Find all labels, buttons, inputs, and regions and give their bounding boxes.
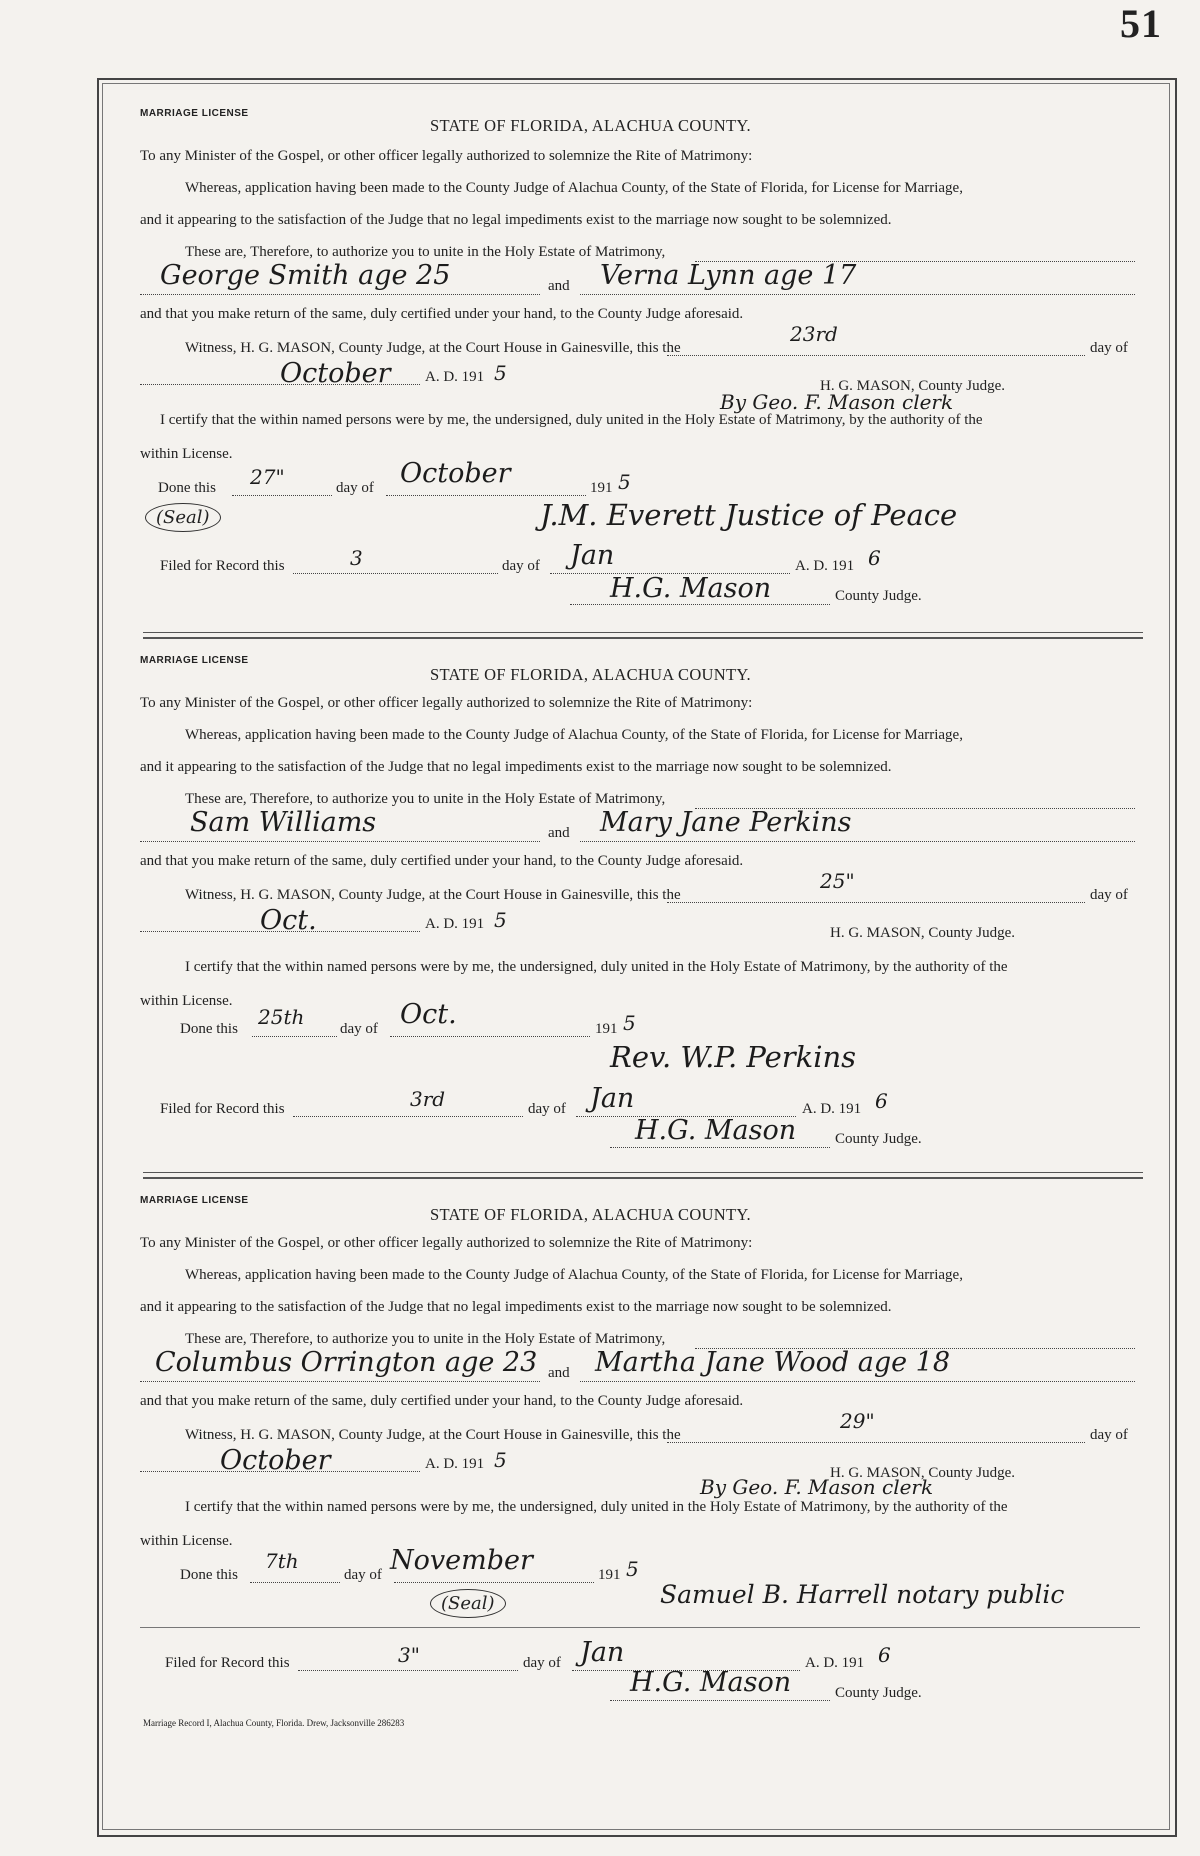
and-it-text: and it appearing to the satisfaction of the Judge that no legal impediments exist to the marriage now sought to be solemnized. (140, 1299, 892, 1315)
issue-year-digit: 5 (494, 1448, 507, 1472)
license-header: MARRIAGE LICENSE (140, 655, 249, 666)
issue-day: 25" (820, 869, 855, 893)
filed-ad-label: A. D. 191 (795, 558, 855, 574)
separator (143, 632, 1143, 633)
separator (143, 637, 1143, 639)
filed-label: Filed for Record this (165, 1655, 290, 1671)
and-label: and (548, 1365, 570, 1381)
and-it-text: and it appearing to the satisfaction of the Judge that no legal impediments exist to the marriage now sought to be solemnized. (140, 759, 892, 775)
certify-text: I certify that the within named persons were by me, the undersigned, duly united in the Holy Estate of Matrimony, by the authority of the (185, 1499, 1008, 1515)
footer-note: Marriage Record I, Alachua County, Florida. Drew, Jacksonville 286283 (143, 1718, 405, 1728)
witness-text: Witness, H. G. MASON, County Judge, at the Court House in Gainesville, this the (185, 340, 681, 356)
license-entry-3 (140, 1195, 1140, 1701)
groom-name: George Smith age 25 (160, 260, 451, 291)
certify-text: I certify that the within named persons were by me, the undersigned, duly united in the Holy Estate of Matrimony, by the authority of the (160, 412, 983, 428)
county-judge-label: County Judge. (835, 1131, 922, 1147)
filed-day-of-label: day of (528, 1101, 566, 1117)
done-year-label: 191 (598, 1567, 621, 1583)
and-it-text: and it appearing to the satisfaction of the Judge that no legal impediments exist to the marriage now sought to be solemnized. (140, 212, 892, 228)
license-title: STATE OF FLORIDA, ALACHUA COUNTY. (430, 116, 751, 135)
return-text: and that you make return of the same, duly certified under your hand, to the County Judge aforesaid. (140, 1393, 744, 1409)
filed-day: 3rd (410, 1087, 446, 1111)
issue-month: October (220, 1445, 331, 1476)
ad-label: A. D. 191 (425, 369, 485, 385)
recorder-signature: H.G. Mason (630, 1667, 792, 1698)
within-license-text: within License. (140, 1533, 233, 1549)
issue-day: 23rd (790, 322, 838, 346)
filed-day: 3" (398, 1643, 420, 1667)
license-header: MARRIAGE LICENSE (140, 108, 249, 119)
filed-year-digit: 6 (868, 546, 881, 570)
judge-signature-line: H. G. MASON, County Judge. (830, 925, 1016, 941)
day-of-label: day of (1090, 1427, 1128, 1443)
separator (143, 1172, 1143, 1173)
filed-month: Jan (580, 1637, 625, 1668)
within-license-text: within License. (140, 993, 233, 1009)
filed-ad-label: A. D. 191 (802, 1101, 862, 1117)
groom-name: Sam Williams (190, 807, 377, 838)
filed-month: Jan (570, 540, 615, 571)
recorder-signature: H.G. Mason (610, 573, 772, 604)
groom-name: Columbus Orrington age 23 (155, 1347, 538, 1378)
done-day-of-label: day of (340, 1021, 378, 1037)
these-are-text: These are, Therefore, to authorize you to unite in the Holy Estate of Matrimony, (185, 791, 666, 807)
done-year-label: 191 (590, 480, 613, 496)
clerk-note: By Geo. F. Mason clerk (720, 390, 954, 414)
ad-label: A. D. 191 (425, 916, 485, 932)
day-of-label: day of (1090, 340, 1128, 356)
officiant-signature: Samuel B. Harrell notary public (660, 1580, 1065, 1609)
filed-day: 3 (350, 546, 363, 570)
issue-month: October (280, 358, 391, 389)
county-judge-label: County Judge. (835, 588, 922, 604)
done-year-label: 191 (595, 1021, 618, 1037)
to-minister-text: To any Minister of the Gospel, or other officer legally authorized to solemnize the Rite of Matrimony: (140, 1235, 753, 1251)
ad-label: A. D. 191 (425, 1456, 485, 1472)
officiant-signature: J.M. Everett Justice of Peace (540, 498, 958, 532)
separator (143, 1177, 1143, 1179)
whereas-text: Whereas, application having been made to the County Judge of Alachua County, of the State of Florida, for License for Marriage, (185, 1267, 963, 1283)
witness-text: Witness, H. G. MASON, County Judge, at the Court House in Gainesville, this the (185, 1427, 681, 1443)
done-month: November (390, 1545, 533, 1576)
done-day: 7th (265, 1549, 299, 1573)
filed-label: Filed for Record this (160, 558, 285, 574)
clerk-note: By Geo. F. Mason clerk (700, 1475, 934, 1499)
bride-name: Mary Jane Perkins (600, 807, 852, 838)
to-minister-text: To any Minister of the Gospel, or other officer legally authorized to solemnize the Rite of Matrimony: (140, 695, 753, 711)
return-text: and that you make return of the same, duly certified under your hand, to the County Judge aforesaid. (140, 853, 744, 869)
these-are-text: These are, Therefore, to authorize you to unite in the Holy Estate of Matrimony, (185, 1331, 666, 1347)
issue-year-digit: 5 (494, 361, 507, 385)
filed-year-digit: 6 (878, 1643, 891, 1667)
filed-day-of-label: day of (523, 1655, 561, 1671)
done-day: 25th (258, 1005, 305, 1029)
to-minister-text: To any Minister of the Gospel, or other officer legally authorized to solemnize the Rite of Matrimony: (140, 148, 753, 164)
recorder-signature: H.G. Mason (635, 1115, 797, 1146)
done-month: Oct. (400, 999, 457, 1030)
filed-ad-label: A. D. 191 (805, 1655, 865, 1671)
whereas-text: Whereas, application having been made to the County Judge of Alachua County, of the State of Florida, for License for Marriage, (185, 727, 963, 743)
filed-month: Jan (590, 1083, 635, 1114)
day-of-label: day of (1090, 887, 1128, 903)
seal-mark: (Seal) (145, 503, 221, 532)
filed-year-digit: 6 (875, 1089, 888, 1113)
whereas-text: Whereas, application having been made to the County Judge of Alachua County, of the State of Florida, for License for Marriage, (185, 180, 963, 196)
seal-mark: (Seal) (430, 1589, 506, 1618)
license-title: STATE OF FLORIDA, ALACHUA COUNTY. (430, 1205, 751, 1224)
done-month: October (400, 458, 511, 489)
issue-year-digit: 5 (494, 908, 507, 932)
license-title: STATE OF FLORIDA, ALACHUA COUNTY. (430, 665, 751, 684)
done-year-digit: 5 (623, 1011, 636, 1035)
issue-month: Oct. (260, 905, 317, 936)
bride-name: Martha Jane Wood age 18 (595, 1347, 951, 1378)
done-year-digit: 5 (618, 470, 631, 494)
done-year-digit: 5 (626, 1557, 639, 1581)
judge-signature-line: H. G. MASON, County Judge. (830, 1465, 1016, 1481)
done-this-label: Done this (180, 1021, 238, 1037)
issue-day: 29" (840, 1409, 875, 1433)
filed-label: Filed for Record this (160, 1101, 285, 1117)
done-this-label: Done this (180, 1567, 238, 1583)
done-day-of-label: day of (336, 480, 374, 496)
license-entry-2 (140, 655, 1140, 1155)
witness-text: Witness, H. G. MASON, County Judge, at the Court House in Gainesville, this the (185, 887, 681, 903)
done-day: 27" (250, 465, 285, 489)
return-text: and that you make return of the same, duly certified under your hand, to the County Judge aforesaid. (140, 306, 744, 322)
license-header: MARRIAGE LICENSE (140, 1195, 249, 1206)
done-day-of-label: day of (344, 1567, 382, 1583)
filed-day-of-label: day of (502, 558, 540, 574)
bride-name: Verna Lynn age 17 (600, 260, 857, 291)
and-label: and (548, 825, 570, 841)
done-this-label: Done this (158, 480, 216, 496)
county-judge-label: County Judge. (835, 1685, 922, 1701)
and-label: and (548, 278, 570, 294)
these-are-text: These are, Therefore, to authorize you to unite in the Holy Estate of Matrimony, (185, 244, 666, 260)
certify-text: I certify that the within named persons were by me, the undersigned, duly united in the Holy Estate of Matrimony, by the authority of the (185, 959, 1008, 975)
within-license-text: within License. (140, 446, 233, 462)
license-entry-1 (140, 108, 1140, 608)
page-number: 51 (1120, 1, 1162, 46)
judge-signature-line: H. G. MASON, County Judge. (820, 378, 1006, 394)
officiant-signature: Rev. W.P. Perkins (610, 1040, 857, 1074)
